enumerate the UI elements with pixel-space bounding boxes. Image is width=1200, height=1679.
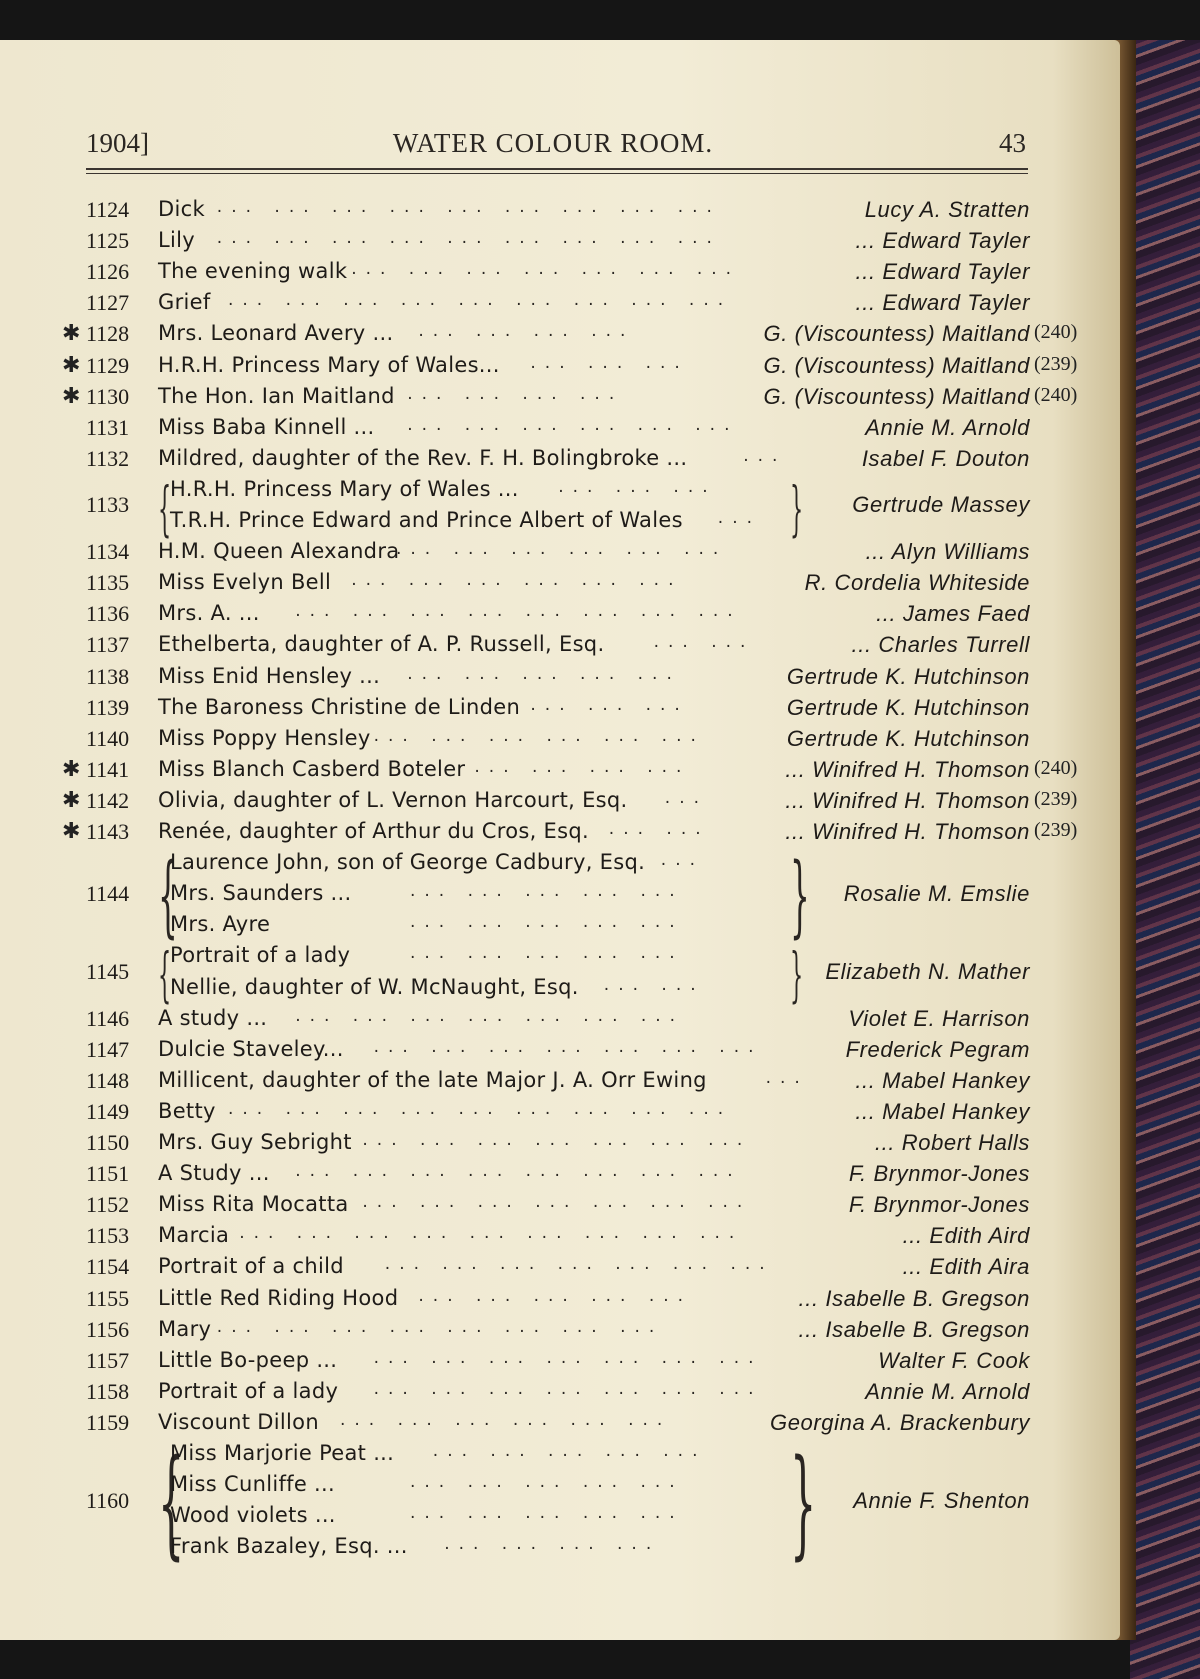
- entry-title: H.R.H. Princess Mary of Wales...: [158, 352, 500, 377]
- leader-dots: ... ... ... ... ... ... ... ... ...: [228, 290, 733, 311]
- leader-dots: ...: [660, 850, 705, 871]
- entry-artist: Lucy A. Stratten: [864, 197, 1030, 222]
- leader-dots: ... ... ... ... ...: [410, 912, 684, 933]
- entry-artist: Rosalie M. Emslie: [843, 881, 1030, 907]
- entry-artist: ... Robert Halls: [874, 1130, 1030, 1155]
- entry-artist: ... James Faed: [876, 601, 1030, 627]
- entry-title: Miss Poppy Hensley: [158, 725, 371, 750]
- entry-title: Mrs. A. ...: [158, 601, 260, 626]
- entry-artist: Frederick Pegram: [845, 1036, 1030, 1062]
- entry-artist: Annie F. Shenton: [853, 1487, 1030, 1513]
- entry-title: H.R.H. Princess Mary of Wales ...: [170, 476, 519, 501]
- entry-artist: ... Isabelle B. Gregson: [798, 1316, 1030, 1342]
- entry-title: The Hon. Ian Maitland: [158, 383, 395, 408]
- entry-title: Mrs. Ayre: [170, 912, 271, 937]
- entry-title: Nellie, daughter of W. McNaught, Esq.: [170, 974, 579, 999]
- leader-dots: ... ... ... ... ... ...: [351, 570, 683, 591]
- entry-artist: ... Charles Turrell: [851, 632, 1030, 658]
- leader-dots: ... ... ... ... ...: [407, 663, 681, 684]
- handwritten-note: (240): [1034, 321, 1078, 344]
- leader-dots: ...: [765, 1067, 809, 1088]
- page-number: 43: [999, 128, 1026, 158]
- leader-dots: ... ... ... ... ... ... ...: [373, 1036, 763, 1057]
- leader-dots: ... ... ... ... ...: [410, 1503, 684, 1524]
- entry-title: Frank Bazaley, Esq. ...: [170, 1534, 408, 1559]
- entry-title: Lily: [158, 228, 195, 253]
- entry-number: 1133: [86, 492, 130, 518]
- entry-title: Dulcie Staveley...: [158, 1036, 344, 1061]
- entry-title: Miss Cunliffe ...: [170, 1472, 335, 1497]
- annotation-mark-icon: ✱: [62, 756, 81, 782]
- leader-dots: ... ... ... ...: [444, 1534, 661, 1555]
- leader-dots: ... ... ... ... ... ... ...: [362, 1130, 752, 1150]
- entry-title: A study ...: [158, 1005, 268, 1030]
- entry-title: Miss Enid Hensley ...: [158, 663, 381, 688]
- leader-dots: ... ... ... ...: [407, 383, 624, 404]
- left-brace: {: [158, 940, 172, 1010]
- entry-title: H.M. Queen Alexandra: [158, 539, 400, 564]
- left-brace: {: [158, 473, 172, 543]
- entry-number: 1130: [86, 383, 130, 409]
- entry-title: Millicent, daughter of the late Major J. A. Orr Ewing: [158, 1067, 707, 1092]
- entry-number: 1143: [86, 819, 130, 844]
- entry-title: Miss Rita Mocatta: [158, 1192, 349, 1217]
- right-brace: }: [790, 940, 804, 1010]
- annotation-mark-icon: ✱: [62, 352, 81, 378]
- entry-title: Miss Baba Kinnell ...: [158, 414, 375, 439]
- right-brace: }: [790, 1433, 817, 1571]
- entry-artist: ... Edward Tayler: [855, 290, 1030, 316]
- leader-dots: ...: [664, 787, 709, 808]
- entry-number: 1142: [86, 787, 130, 813]
- entry-title: Portrait of a lady: [170, 943, 351, 968]
- entry-artist: Elizabeth N. Mather: [825, 958, 1030, 984]
- entry-artist: ... Edith Aira: [902, 1254, 1030, 1280]
- annotation-mark-icon: ✱: [62, 383, 81, 409]
- entry-title: Little Red Riding Hood: [158, 1285, 399, 1310]
- entry-number: 1147: [86, 1036, 130, 1062]
- leader-dots: ... ... ... ... ... ... ...: [384, 1254, 774, 1275]
- marbled-page-edge: [1130, 40, 1200, 1679]
- entry-number: 1131: [86, 414, 130, 440]
- left-brace: {: [158, 844, 178, 948]
- entry-artist: Gertrude Massey: [852, 492, 1030, 518]
- leader-dots: ... ... ... ... ...: [432, 1441, 707, 1461]
- entry-number: 1134: [86, 539, 130, 565]
- entry-artist: Violet E. Harrison: [848, 1005, 1030, 1031]
- running-header: [86, 82, 1026, 158]
- leader-dots: ... ... ... ... ... ...: [373, 725, 705, 746]
- entry-title: Little Bo-peep ...: [158, 1347, 338, 1372]
- right-brace: }: [790, 473, 804, 543]
- annotation-mark-icon: ✱: [62, 787, 81, 813]
- entry-number: 1140: [86, 725, 130, 751]
- entry-title: Grief: [158, 290, 211, 315]
- entry-artist: ... Isabelle B. Gregson: [798, 1285, 1030, 1311]
- entry-title: Olivia, daughter of L. Vernon Harcourt, Esq.: [158, 787, 628, 812]
- entry-title: Miss Marjorie Peat ...: [170, 1441, 395, 1465]
- entry-artist: ... Winifred H. Thomson: [785, 819, 1030, 844]
- leader-dots: ... ... ... ... ... ... ... ... ...: [216, 228, 721, 249]
- leader-dots: ... ... ... ...: [418, 321, 635, 342]
- leader-dots: ... ... ... ... ... ...: [340, 1409, 672, 1430]
- leader-dots: ... ... ... ...: [474, 756, 691, 777]
- entry-number: 1153: [86, 1223, 130, 1249]
- entry-number: 1125: [86, 228, 130, 254]
- leader-dots: ... ...: [608, 819, 710, 839]
- entry-number: 1139: [86, 694, 130, 720]
- entry-number: 1126: [86, 259, 130, 285]
- entry-artist: F. Brynmor-Jones: [848, 1161, 1030, 1187]
- leader-dots: ... ... ... ... ... ... ...: [373, 1347, 763, 1368]
- entry-title: T.R.H. Prince Edward and Prince Albert of Wales: [170, 508, 683, 532]
- left-brace: {: [158, 1433, 185, 1571]
- handwritten-note: (240): [1034, 383, 1078, 406]
- header-rule: [86, 168, 1028, 170]
- handwritten-note: (240): [1034, 756, 1078, 779]
- leader-dots: ... ... ... ... ... ... ... ...: [295, 601, 742, 622]
- handwritten-note: (239): [1034, 787, 1078, 810]
- entry-title: Betty: [158, 1098, 216, 1123]
- handwritten-note: (239): [1034, 819, 1078, 841]
- leader-dots: ... ... ... ... ... ... ... ...: [295, 1161, 742, 1182]
- entry-number: 1138: [86, 663, 130, 689]
- leader-dots: ... ... ... ... ... ...: [396, 539, 728, 560]
- entry-artist: Walter F. Cook: [878, 1347, 1030, 1373]
- leader-dots: ... ... ...: [530, 694, 689, 715]
- entry-title: Portrait of a lady: [158, 1378, 339, 1403]
- entry-number: 1158: [86, 1378, 130, 1404]
- leader-dots: ...: [717, 508, 762, 528]
- entry-title: The evening walk: [158, 259, 348, 284]
- entry-title: Renée, daughter of Arthur du Cros, Esq.: [158, 819, 589, 843]
- entry-number: 1160: [86, 1487, 130, 1513]
- entry-artist: Gertrude K. Hutchinson: [786, 725, 1030, 751]
- entry-title: Mary: [158, 1316, 212, 1341]
- entry-title: Miss Blanch Casberd Boteler: [158, 756, 466, 781]
- entry-artist: ... Mabel Hankey: [855, 1098, 1030, 1124]
- leader-dots: ... ... ... ... ... ... ...: [295, 1005, 685, 1026]
- leader-dots: ... ... ...: [530, 352, 689, 373]
- right-brace: }: [790, 844, 810, 948]
- leader-dots: ... ... ... ... ... ...: [407, 414, 739, 435]
- entry-artist: Isabel F. Douton: [861, 445, 1030, 471]
- entry-number: 1154: [86, 1254, 130, 1280]
- entry-number: 1141: [86, 756, 130, 782]
- entry-title: The Baroness Christine de Linden: [158, 694, 521, 719]
- entry-title: Portrait of a child: [158, 1254, 344, 1279]
- leader-dots: ... ... ...: [558, 476, 717, 497]
- entry-title: Marcia: [158, 1223, 230, 1248]
- entry-artist: R. Cordelia Whiteside: [804, 570, 1030, 596]
- leader-dots: ... ...: [603, 974, 705, 995]
- entry-number: 1159: [86, 1409, 130, 1435]
- entry-number: 1124: [86, 197, 130, 222]
- entry-artist: F. Brynmor-Jones: [848, 1192, 1030, 1218]
- entry-title: Mrs. Saunders ...: [170, 881, 352, 906]
- entry-number: 1144: [86, 881, 130, 907]
- entry-number: 1135: [86, 570, 130, 596]
- entry-number: 1149: [86, 1098, 130, 1124]
- annotation-mark-icon: ✱: [62, 321, 81, 347]
- entry-number: 1132: [86, 445, 130, 471]
- leader-dots: ... ... ... ... ... ... ...: [373, 1378, 763, 1399]
- leader-dots: ...: [743, 445, 787, 466]
- entry-number: 1148: [86, 1067, 130, 1093]
- leader-dots: ... ... ... ... ... ... ... ... ...: [228, 1098, 733, 1119]
- entry-number: 1129: [86, 352, 130, 378]
- entry-title: Wood violets ...: [170, 1503, 336, 1528]
- entry-title: Mrs. Guy Sebright: [158, 1130, 352, 1154]
- entry-artist: Gertrude K. Hutchinson: [786, 694, 1030, 720]
- leader-dots: ... ... ... ... ... ... ... ... ...: [239, 1223, 744, 1244]
- entry-number: 1156: [86, 1316, 130, 1342]
- entry-artist: Annie M. Arnold: [865, 1378, 1030, 1404]
- entry-number: 1157: [86, 1347, 130, 1373]
- leader-dots: ... ... ... ... ... ... ... ... ...: [216, 197, 721, 217]
- entry-number: 1155: [86, 1285, 130, 1311]
- header-rule-thin: [86, 173, 1028, 174]
- header-year: 1904]: [86, 128, 149, 158]
- entry-title: Mildred, daughter of the Rev. F. H. Bolingbroke ...: [158, 445, 688, 470]
- entry-number: 1137: [86, 632, 130, 658]
- entry-artist: G. (Viscountess) Maitland: [763, 383, 1030, 409]
- entry-artist: ... Mabel Hankey: [855, 1067, 1030, 1093]
- entry-artist: ... Edith Aird: [902, 1223, 1030, 1249]
- entry-artist: Georgina A. Brackenbury: [770, 1409, 1030, 1435]
- entry-number: 1128: [86, 321, 130, 347]
- leader-dots: ... ... ... ... ...: [418, 1285, 693, 1306]
- page-title: WATER COLOUR ROOM.: [392, 128, 714, 158]
- entry-artist: G. (Viscountess) Maitland: [763, 352, 1030, 378]
- leader-dots: ... ... ... ... ... ... ...: [351, 259, 741, 280]
- leader-dots: ... ...: [653, 632, 755, 653]
- leader-dots: ... ... ... ... ...: [410, 943, 684, 964]
- entry-title: Dick: [158, 197, 205, 221]
- entry-artist: G. (Viscountess) Maitland: [763, 321, 1030, 347]
- entry-number: 1136: [86, 601, 130, 627]
- entry-title: Ethelberta, daughter of A. P. Russell, Esq.: [158, 632, 605, 657]
- entry-artist: ... Winifred H. Thomson: [785, 787, 1030, 813]
- leader-dots: ... ... ... ... ... ... ...: [362, 1192, 752, 1213]
- entry-artist: ... Winifred H. Thomson: [785, 756, 1030, 782]
- entry-number: 1152: [86, 1192, 130, 1218]
- entry-number: 1145: [86, 958, 130, 984]
- entry-title: Viscount Dillon: [158, 1409, 319, 1434]
- entry-artist: ... Edward Tayler: [855, 228, 1030, 254]
- leader-dots: ... ... ... ... ... ... ... ...: [216, 1316, 664, 1337]
- entry-number: 1151: [86, 1161, 130, 1187]
- entry-artist: ... Alyn Williams: [865, 539, 1030, 565]
- entry-artist: Annie M. Arnold: [865, 414, 1030, 440]
- handwritten-note: (239): [1034, 352, 1078, 375]
- entry-number: 1127: [86, 290, 130, 316]
- leader-dots: ... ... ... ... ...: [410, 881, 684, 902]
- entry-title: Mrs. Leonard Avery ...: [158, 321, 394, 346]
- entry-title: A Study ...: [158, 1161, 270, 1186]
- entry-title: Laurence John, son of George Cadbury, Esq.: [170, 850, 646, 875]
- annotation-mark-icon: ✱: [62, 819, 81, 844]
- entry-artist: ... Edward Tayler: [855, 259, 1030, 285]
- entry-number: 1150: [86, 1130, 130, 1155]
- entry-artist: Gertrude K. Hutchinson: [786, 663, 1030, 689]
- entry-title: Miss Evelyn Bell: [158, 570, 332, 595]
- entry-number: 1146: [86, 1005, 130, 1031]
- leader-dots: ... ... ... ... ...: [410, 1472, 684, 1493]
